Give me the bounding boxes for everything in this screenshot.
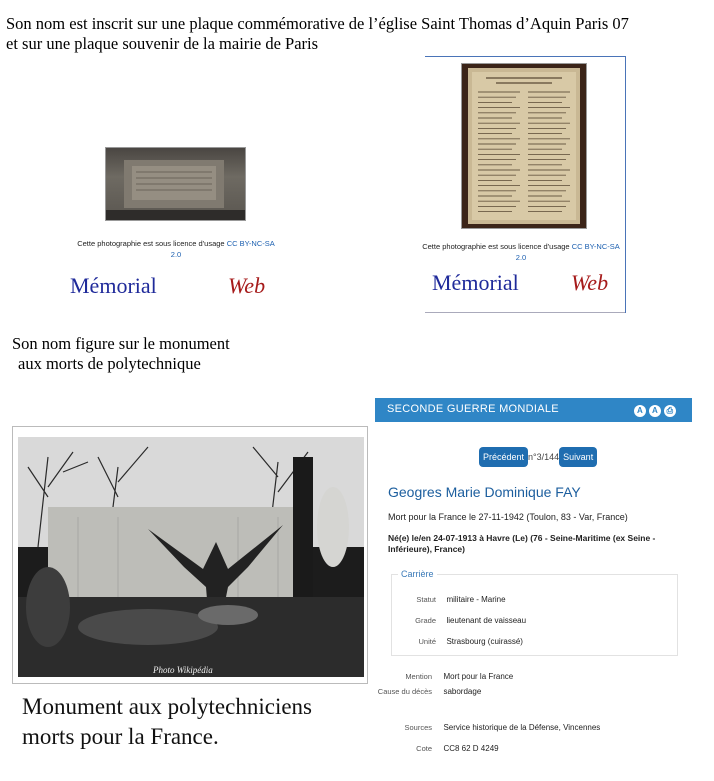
photo-credit: Photo Wikipédia [153,665,213,675]
prev-button[interactable]: Précédent [479,447,528,467]
divider-right [625,56,626,313]
memorial-logo-right: Mémorial [432,270,519,295]
mention-row [375,666,513,684]
cause-row [375,687,481,705]
cause-label: Cause du décès [377,687,432,696]
web-logo-left: Web [228,273,266,298]
career-status-row [392,589,506,607]
license-note-right: Cette photographie est sous licence d'usage CC BY-NC-SA 2.0 [422,242,620,262]
mention-value: Mort pour la France [443,672,514,681]
divider-bottom [425,312,625,313]
intro-line-2: et sur une plaque souvenir de la mairie de Paris [6,34,319,53]
sources-value: Service historique de la Défense, Vincennes [443,723,601,732]
grade-value: lieutenant de vaisseau [446,616,527,625]
print-icon[interactable]: ⎙ [664,405,676,417]
career-grade-row [392,610,526,628]
career-box [391,569,678,656]
person-name: Geogres Marie Dominique FAY [388,484,581,500]
cote-label: Cote [416,744,432,753]
mention-label: Mention [405,672,432,681]
plaque-photo-right [462,64,586,228]
cote-value: CC8 62 D 4249 [443,744,499,753]
monument-caption-line-2: morts pour la France. [22,724,219,749]
divider-top [425,56,625,57]
next-button[interactable]: Suivant [559,447,597,467]
monument-intro-line-1: Son nom figure sur le monument [12,334,230,353]
license-link-left[interactable]: CC BY-NC-SA [226,239,275,248]
monument-caption-line-1: Monument aux polytechniciens [22,694,312,719]
record-pagination [479,447,597,467]
license-version-right[interactable]: 2.0 [515,253,527,262]
plaque-image [106,148,245,220]
license-link-right[interactable]: CC BY-NC-SA [571,242,620,251]
monument-intro [12,334,230,374]
intro-text [6,14,629,54]
license-version-left[interactable]: 2.0 [170,250,182,259]
plaque-photo-left [106,148,245,220]
unit-value: Strasbourg (cuirassé) [446,637,523,646]
status-value: militaire - Marine [446,595,506,604]
record-header-title: SECONDE GUERRE MONDIALE [387,403,559,415]
license-note-left: Cette photographie est sous licence d'usage CC BY-NC-SA 2.0 [77,239,275,259]
monument-photo [18,437,364,677]
record-tools [631,404,676,417]
sources-label: Sources [404,723,432,732]
sources-row [375,717,600,735]
career-unit-row [392,631,523,649]
monument-caption [22,692,312,752]
text-size-small-icon[interactable]: A [634,405,646,417]
record-counter: n°3/144 [528,452,560,462]
birth-info: Né(e) le/en 24-07-1913 à Havre (Le) (76 - Seine-Maritime (ex Seine -Inférieure), France) [388,533,656,554]
record-header [375,398,692,422]
cote-row [375,738,499,756]
unit-label: Unité [418,637,436,646]
web-logo-right: Web [571,270,609,295]
monument-photo-frame [12,426,368,684]
status-label: Statut [416,595,436,604]
memorial-logo-left: Mémorial [70,273,157,298]
grade-label: Grade [415,616,436,625]
monument-intro-line-2: aux morts de polytechnique [18,354,201,373]
career-title: Carrière [398,569,437,579]
record-panel [375,422,692,777]
cause-value: sabordage [443,687,482,696]
text-size-large-icon[interactable]: A [649,405,661,417]
death-info: Mort pour la France le 27-11-1942 (Toulon, 83 - Var, France) [388,512,628,522]
intro-line-1: Son nom est inscrit sur une plaque commémorative de l’église Saint Thomas d’Aquin Paris 07 [6,14,629,33]
plaque-list-image [462,64,586,228]
